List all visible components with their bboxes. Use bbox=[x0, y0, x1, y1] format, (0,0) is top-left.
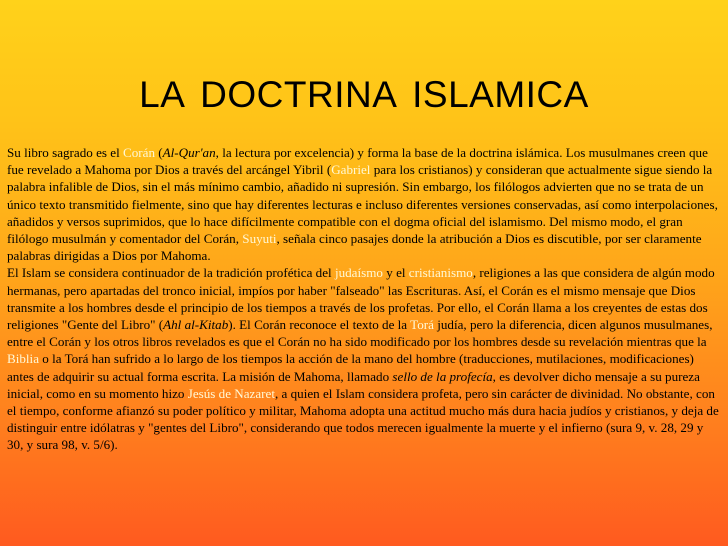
paragraph-1 bbox=[7, 144, 719, 264]
link-tora[interactable]: Torá bbox=[410, 317, 434, 333]
link-suyuti[interactable]: Suyuti bbox=[242, 231, 277, 247]
slide-body bbox=[7, 144, 719, 454]
link-gabriel[interactable]: Gabriel bbox=[331, 162, 371, 178]
link-cristianismo[interactable]: cristianismo bbox=[408, 265, 473, 281]
text: ). El Corán reconoce el texto de la bbox=[228, 317, 411, 333]
link-judaismo[interactable]: judaísmo bbox=[334, 265, 383, 281]
link-jesus-de-nazaret[interactable]: Jesús de Nazaret bbox=[187, 385, 275, 401]
italic-ahl-al-kitab: Ahl al-Kitab bbox=[163, 317, 229, 333]
italic-al-quran: Al-Qur'an bbox=[162, 145, 216, 160]
text: , señala cinco pasajes donde la atribución a Dios es discutible, por ser claramente palabras dirigidas a Dios por Mahoma. bbox=[7, 231, 702, 264]
text: , la lectura por excelencia) y forma la base de la doctrina islámica. Los musulmanes creen que fue revelado a Mahoma por Dios a través del arcángel Yibril ( bbox=[7, 145, 708, 178]
slide-title: LA DOCTRINA ISLAMICA bbox=[139, 74, 589, 115]
link-biblia[interactable]: Biblia bbox=[7, 351, 40, 367]
text: , religiones a las que considera de algún modo hermanas, pero apartadas del tronco inicial, impíos por haber "falseado" las Escrituras. Así, el Corán es el mismo mensaje que Dios transmite a los hombres desde el principio de los tiempos a través de los profetas. Por ello, el Corán llama a los creyentes de estas dos religiones "Gente del Libro" ( bbox=[7, 265, 715, 333]
text: , es devolver dicho mensaje a su pureza inicial, como en su momento hizo bbox=[7, 368, 700, 401]
text: , a quien el Islam considera profeta, pero sin carácter de divinidad. No obstante, con el tiempo, conforme afianzó su poder político y militar, Mahoma adopta una actitud mucho más dura hacia judíos y cristianos, y deja de distinguir entre idólatras y "gentes del Libro", considerando que todos merecen igualmente la muerte y el infierno (sura 9, v. 28, 29 y 30, y sura 98, v. 5/6). bbox=[7, 385, 719, 453]
text: El Islam se considera continuador de la tradición profética del bbox=[7, 265, 335, 281]
italic-sello-profecia: sello de la profecía bbox=[392, 368, 493, 384]
text: ( bbox=[155, 145, 163, 160]
text: o la Torá han sufrido a lo largo de los tiempos la acción de la mano del hombre (traducciones, mutilaciones, modificaciones) antes de adquirir su actual forma escrita. La misión de Mahoma, llamado bbox=[7, 351, 694, 384]
text: y el bbox=[382, 265, 409, 281]
text: judía, pero la diferencia, dicen algunos musulmanes, entre el Corán y los otros libros revelados es que el Corán no ha sido modificado por los hombres desde su revelación mientras que la bbox=[7, 317, 713, 350]
text: para los cristianos) y consideran que actualmente sigue siendo la palabra infalible de Dios, sin el más mínimo cambio, añadido ni supresión. Sin embargo, los filólogos advierten que no se trata de un único texto transmitido fielmente, sino que hay diferentes lecturas e incluso diferentes versiones conservadas, así como interpolaciones, añadidos y versos suprimidos, que lo hace difícilmente compatible con el dogma oficial del islamismo. Del mismo modo, el gran filólogo musulmán y comentador del Corán, bbox=[7, 162, 718, 247]
text: Su libro sagrado es el bbox=[7, 145, 124, 160]
link-coran[interactable]: Corán bbox=[123, 145, 156, 160]
paragraph-2 bbox=[7, 264, 719, 453]
